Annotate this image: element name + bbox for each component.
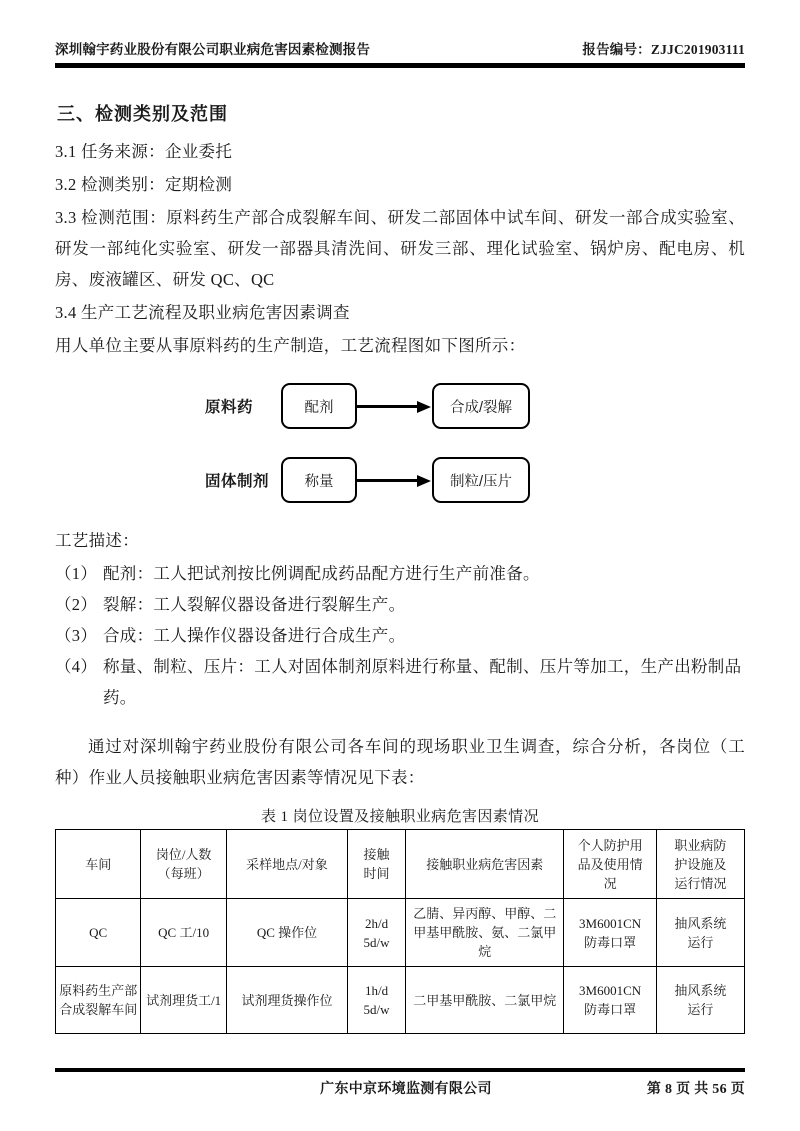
header-line: 采样地点/对象 [246, 856, 328, 872]
header-line: 接触 [363, 847, 390, 862]
cell-ppe [564, 967, 656, 1034]
flow-row-raw-material [205, 377, 745, 435]
ppe-line: 防毒口罩 [584, 934, 637, 950]
step-number: （1） [55, 564, 98, 583]
item-3-4-process-survey: 3.4 生产工艺流程及职业病危害因素调查 [55, 303, 350, 322]
table-caption: 表 1 岗位设置及接触职业病危害因素情况 [260, 809, 539, 825]
flow-box-granulation-tableting: 制粒/压片 [432, 457, 530, 503]
header-line: 车间 [85, 856, 112, 872]
process-description-heading: 工艺描述： [55, 531, 139, 550]
process-step-list [55, 558, 745, 713]
footer-page-number: 第 8 页 共 56 页 [646, 1082, 745, 1097]
header-line: 品及使用情 [577, 856, 643, 872]
header-line: 护设施及 [674, 856, 727, 872]
ppe-line: 3M6001CN [579, 983, 642, 998]
page-header [55, 0, 745, 58]
table-header-workshop [56, 830, 141, 899]
table-header-protective-facility [656, 830, 744, 899]
footer-rule [55, 1068, 745, 1072]
cell-workshop: QC [56, 899, 141, 967]
survey-paragraph: 通过对深圳翰宇药业股份有限公司各车间的现场职业卫生调查，综合分析，各岗位（工种）作业人员接触职业病危害因素等情况见下表： [55, 737, 745, 787]
item-3-2-inspection-type: 3.2 检测类别：定期检测 [55, 175, 233, 194]
flow-row-label-raw-material: 原料药 [205, 399, 254, 416]
cell-hazards: 二甲基甲酰胺、二氯甲烷 [405, 967, 563, 1034]
footer-row [55, 1078, 745, 1098]
step-text: 配剂：工人把试剂按比例调配成药品配方进行生产前准备。 [103, 564, 540, 583]
facility-line: 运行 [687, 934, 714, 950]
header-line: 岗位/人数 [155, 847, 212, 862]
list-item [55, 651, 745, 713]
flow-arrow-icon [357, 475, 432, 485]
ppe-line: 防毒口罩 [584, 1002, 637, 1017]
table-header-sampling-location [226, 830, 347, 899]
cell-location: 试剂理货操作位 [226, 967, 347, 1034]
step-text: 称量、制粒、压片：工人对固体制剂原料进行称量、配制、压片等加工，生产出粉制品药。 [103, 657, 742, 707]
ppe-line: 3M6001CN [579, 915, 642, 931]
header-report-number: 报告编号：ZJJC201903111 [582, 42, 745, 57]
facility-line: 抽风系统 [674, 915, 727, 931]
cell-ppe [564, 899, 656, 967]
exposure-time-line: 2h/d [364, 915, 389, 931]
cell-protective-facility [656, 899, 744, 967]
flow-row-solid-preparation [205, 451, 745, 509]
cell-workshop: 原料药生产部合成裂解车间 [56, 967, 141, 1034]
header-line: （每班） [157, 866, 210, 881]
header-line: 况 [603, 875, 617, 891]
exposure-time-line: 1h/d [364, 983, 389, 998]
cell-protective-facility [656, 967, 744, 1034]
item-3-1-task-source: 3.1 任务来源：企业委托 [55, 142, 233, 161]
page-footer [55, 1068, 745, 1098]
header-report-title: 深圳翰宇药业股份有限公司职业病危害因素检测报告 [55, 42, 371, 57]
exposure-time-line: 5d/w [363, 934, 390, 950]
process-flow-diagram [55, 377, 745, 509]
flow-arrow-icon [357, 401, 432, 411]
cell-post: 试剂理货工/1 [141, 967, 226, 1034]
cell-exposure-time [348, 899, 406, 967]
flow-box-synthesis-cracking: 合成/裂解 [432, 383, 530, 429]
step-text: 合成：工人操作仪器设备进行合成生产。 [103, 626, 406, 645]
step-number: （3） [55, 626, 98, 645]
section-heading: 三、检测类别及范围 [57, 104, 228, 124]
facility-line: 运行 [687, 1002, 714, 1017]
cell-exposure-time [348, 967, 406, 1034]
step-text: 裂解：工人裂解仪器设备进行裂解生产。 [103, 595, 406, 614]
table-header-exposure-time [348, 830, 406, 899]
header-line: 职业病防 [674, 837, 727, 853]
header-line: 个人防护用 [577, 837, 643, 853]
item-3-3-inspection-scope: 3.3 检测范围：原料药生产部合成裂解车间、研发二部固体中试车间、研发一部合成实验室、研发一部纯化实验室、研发一部器具清洗间、研发三部、理化试验室、锅炉房、配电房、机房、废液罐区、研发 QC、QC [55, 208, 745, 289]
header-line: 接触职业病危害因素 [426, 856, 544, 872]
footer-company-name: 广东中京环境监测有限公司 [320, 1082, 492, 1097]
table-header-row [56, 830, 745, 899]
exposure-time-line: 5d/w [363, 1002, 390, 1017]
header-line: 运行情况 [674, 875, 727, 891]
list-item [55, 620, 745, 651]
cell-location: QC 操作位 [226, 899, 347, 967]
list-item [55, 589, 745, 620]
cell-hazards: 乙腈、异丙醇、甲醇、二甲基甲酰胺、氨、二氯甲烷 [405, 899, 563, 967]
facility-line: 抽风系统 [674, 983, 727, 998]
table-header-post-headcount [141, 830, 226, 899]
flow-row-label-solid-preparation: 固体制剂 [205, 473, 270, 490]
cell-post: QC 工/10 [141, 899, 226, 967]
header-line: 时间 [363, 866, 390, 881]
table-row [56, 899, 745, 967]
step-number: （4） [55, 657, 98, 676]
flow-box-weighing: 称量 [281, 457, 357, 503]
hazard-factor-table [55, 829, 745, 1034]
table-header-ppe [564, 830, 656, 899]
table-row [56, 967, 745, 1034]
document-body [55, 68, 745, 1034]
flow-box-dispensing: 配剂 [281, 383, 357, 429]
list-item [55, 558, 745, 589]
process-intro-text: 用人单位主要从事原料药的生产制造，工艺流程图如下图所示： [55, 336, 526, 355]
table-header-hazard-factors [405, 830, 563, 899]
step-number: （2） [55, 595, 98, 614]
